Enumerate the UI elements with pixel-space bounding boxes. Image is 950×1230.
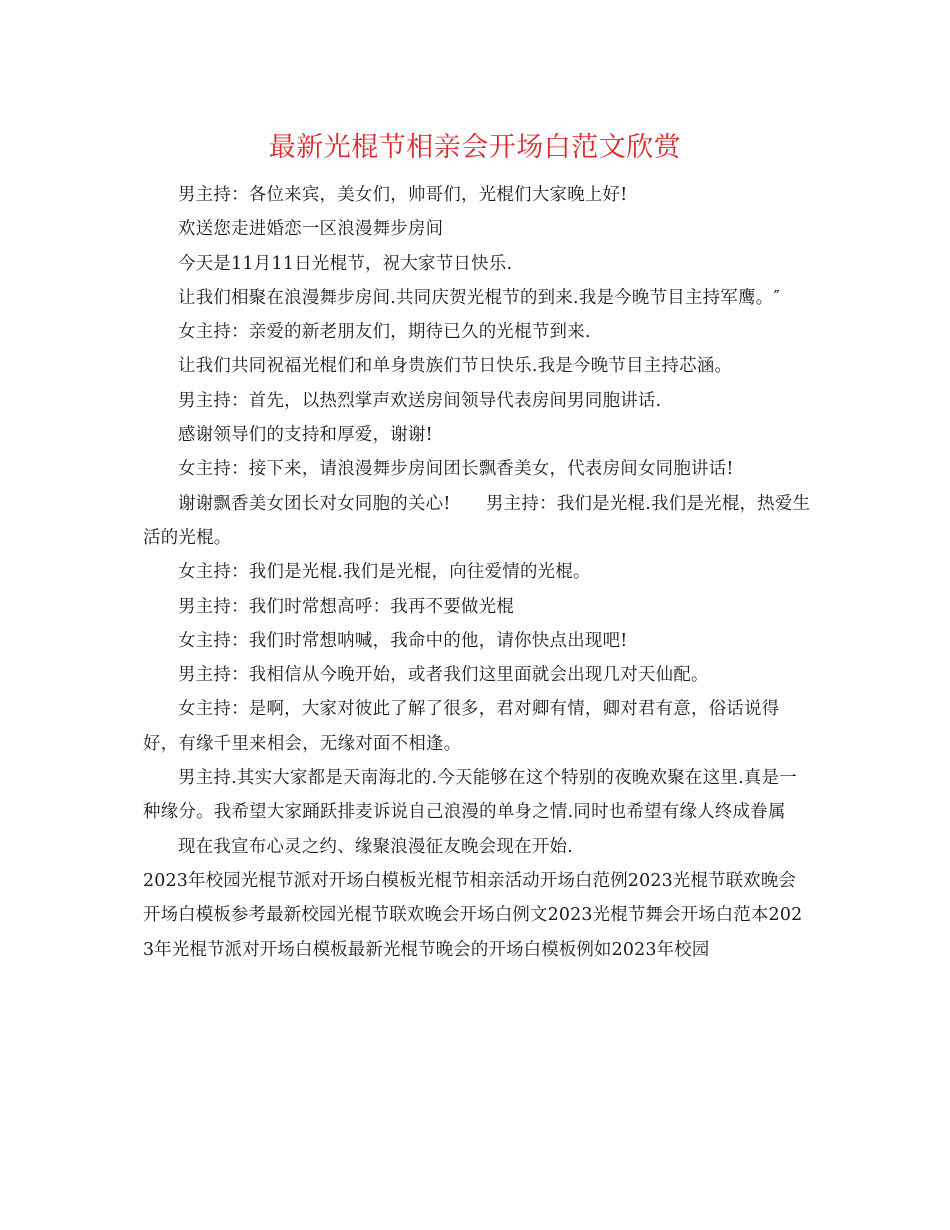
paragraph: 男主持：各位来宾，美女们，帅哥们，光棍们大家晚上好! <box>178 185 628 205</box>
paragraph: 现在我宣布心灵之约、缘聚浪漫征友晚会现在开始. <box>178 836 574 857</box>
paragraph: 让我们相聚在浪漫舞步房间.共同庆贺光棍节的到来.我是今晚节目主持军鹰。″ <box>178 287 781 308</box>
paragraph: 男主持：我们时常想高呼：我再不要做光棍 <box>178 596 515 617</box>
paragraph: 女主持：是啊，大家对彼此了解了很多，君对卿有情，卿对君有意，俗话说得好，有缘千里来相会，无缘对面不相逢。 <box>143 699 780 754</box>
paragraph: 男主持.其实大家都是天南海北的.今天能够在这个特别的夜晚欢聚在这里.真是一种缘分。我希望大家踊跃排麦诉说自己浪漫的单身之情.同时也希望有缘人终成眷属 <box>143 768 797 823</box>
document-body <box>143 174 811 967</box>
paragraph: 女主持：我们是光棍.我们是光棍，向往爱情的光棍。 <box>178 562 591 583</box>
related-links-paragraph: 2023年校园光棍节派对开场白模板光棍节相亲活动开场白范例2023光棍节联欢晚会开场白模板参考最新校园光棍节联欢晚会开场白例文2023光棍节舞会开场白范本2023年光棍节派对开场白模板最新光棍节晚会的开场白模板例如2023年校园 <box>143 870 803 960</box>
paragraph: 感谢领导们的支持和厚爱，谢谢! <box>178 425 433 446</box>
paragraph: 男主持：首先，以热烈掌声欢送房间领导代表房间男同胞讲话. <box>178 390 662 411</box>
paragraph: 谢谢飘香美女团长对女同胞的关心! 男主持：我们是光棍.我们是光棍，热爱生活的光棍。 <box>143 493 811 548</box>
paragraph: 女主持：接下来，请浪漫舞步房间团长飘香美女，代表房间女同胞讲话! <box>178 459 734 480</box>
document-title: 最新光棍节相亲会开场白范文欣赏 <box>268 132 682 163</box>
paragraph: 女主持：亲爱的新老朋友们，期待已久的光棍节到来. <box>178 322 591 343</box>
paragraph: 男主持：我相信从今晚开始，或者我们这里面就会出现几对天仙配。 <box>178 665 709 686</box>
paragraph: 今天是11月11日光棍节，祝大家节日快乐. <box>178 253 513 274</box>
paragraph: 让我们共同祝福光棍们和单身贵族们节日快乐.我是今晚节目主持芯涵。 <box>178 356 733 377</box>
paragraph: 欢送您走进婚恋一区浪漫舞步房间 <box>178 219 444 240</box>
paragraph: 女主持：我们时常想呐喊，我命中的他，请你快点出现吧! <box>178 630 628 651</box>
